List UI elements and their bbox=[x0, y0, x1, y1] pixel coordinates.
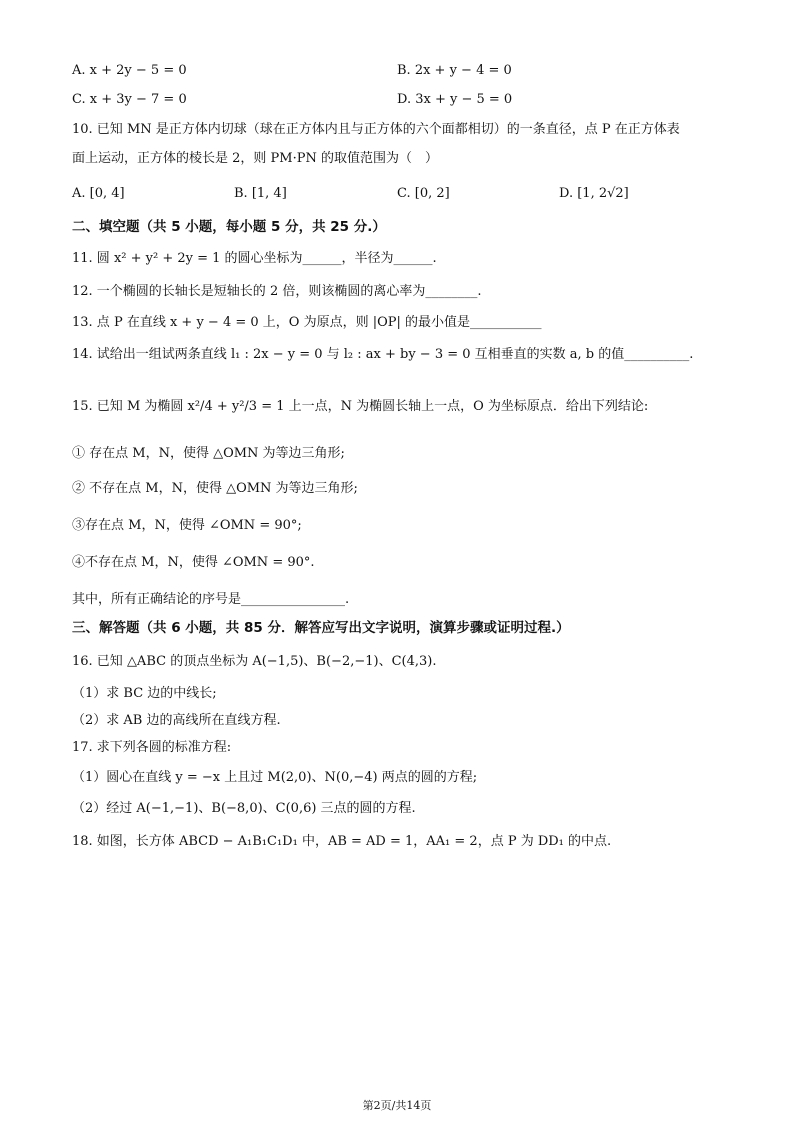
q13: 13. 点 P 在直线 x + y − 4 = 0 上，O 为原点，则 |OP| 的最小值是___________ bbox=[72, 315, 542, 330]
q15-statement-4: ④不存在点 M，N，使得 ∠OMN = 90°. bbox=[72, 555, 315, 570]
q10-option-b: B. [1, 4] bbox=[234, 186, 287, 201]
q12: 12. 一个椭圆的长轴长是短轴长的 2 倍，则该椭圆的离心率为________. bbox=[72, 284, 482, 299]
q15-intro: 15. 已知 M 为椭圆 x²/4 + y²/3 = 1 上一点，N 为椭圆长轴上一点，O 为坐标原点．给出下列结论: bbox=[72, 399, 649, 414]
q9-option-a: A. x + 2y − 5 = 0 bbox=[72, 63, 187, 78]
section-2-heading: 二、填空题（共 5 小题，每小题 5 分，共 25 分.） bbox=[72, 219, 386, 235]
q17-part-2: （2）经过 A(−1,−1)、B(−8,0)、C(0,6) 三点的圆的方程. bbox=[72, 801, 416, 816]
q15-statement-1: ① 存在点 M，N，使得 △OMN 为等边三角形; bbox=[72, 446, 345, 461]
q9-option-d: D. 3x + y − 5 = 0 bbox=[397, 92, 513, 107]
q15-question: 其中，所有正确结论的序号是________________. bbox=[72, 592, 350, 607]
section-3-heading: 三、解答题（共 6 小题，共 85 分．解答应写出文字说明，演算步骤或证明过程.） bbox=[72, 620, 570, 636]
q16-part-2: （2）求 AB 边的高线所在直线方程. bbox=[72, 713, 281, 728]
q18-stem: 18. 如图，长方体 ABCD − A₁B₁C₁D₁ 中，AB = AD = 1，AA₁ = 2，点 P 为 DD₁ 的中点. bbox=[72, 834, 612, 849]
q9-option-b: B. 2x + y − 4 = 0 bbox=[397, 63, 512, 78]
q10-stem-line2: 面上运动，正方体的棱长是 2，则 PM·PN 的取值范围为（ ） bbox=[72, 151, 438, 166]
q11: 11. 圆 x² + y² + 2y = 1 的圆心坐标为______，半径为______. bbox=[72, 251, 437, 266]
q15-statement-2: ② 不存在点 M，N，使得 △OMN 为等边三角形; bbox=[72, 481, 358, 496]
q16-stem: 16. 已知 △ABC 的顶点坐标为 A(−1,5)、B(−2,−1)、C(4,3). bbox=[72, 654, 437, 669]
q17-part-1: （1）圆心在直线 y = −x 上且过 M(2,0)、N(0,−4) 两点的圆的方程; bbox=[72, 770, 478, 785]
q15-statement-3: ③存在点 M，N，使得 ∠OMN = 90°; bbox=[72, 518, 302, 533]
q10-stem-line1: 10. 已知 MN 是正方体内切球（球在正方体内且与正方体的六个面都相切）的一条直径，点 P 在正方体表 bbox=[72, 122, 680, 137]
q10-option-d: D. [1, 2√2] bbox=[559, 186, 629, 201]
q16-part-1: （1）求 BC 边的中线长; bbox=[72, 686, 217, 701]
q14: 14. 试给出一组试两条直线 l₁ : 2x − y = 0 与 l₂ : ax + by − 3 = 0 互相垂直的实数 a, b 的值__________. bbox=[72, 347, 694, 362]
page-footer: 第2页/共14页 bbox=[362, 1099, 432, 1112]
q10-option-a: A. [0, 4] bbox=[72, 186, 125, 201]
q10-option-c: C. [0, 2] bbox=[397, 186, 450, 201]
q17-stem: 17. 求下列各圆的标准方程: bbox=[72, 740, 232, 755]
q9-option-c: C. x + 3y − 7 = 0 bbox=[72, 92, 187, 107]
